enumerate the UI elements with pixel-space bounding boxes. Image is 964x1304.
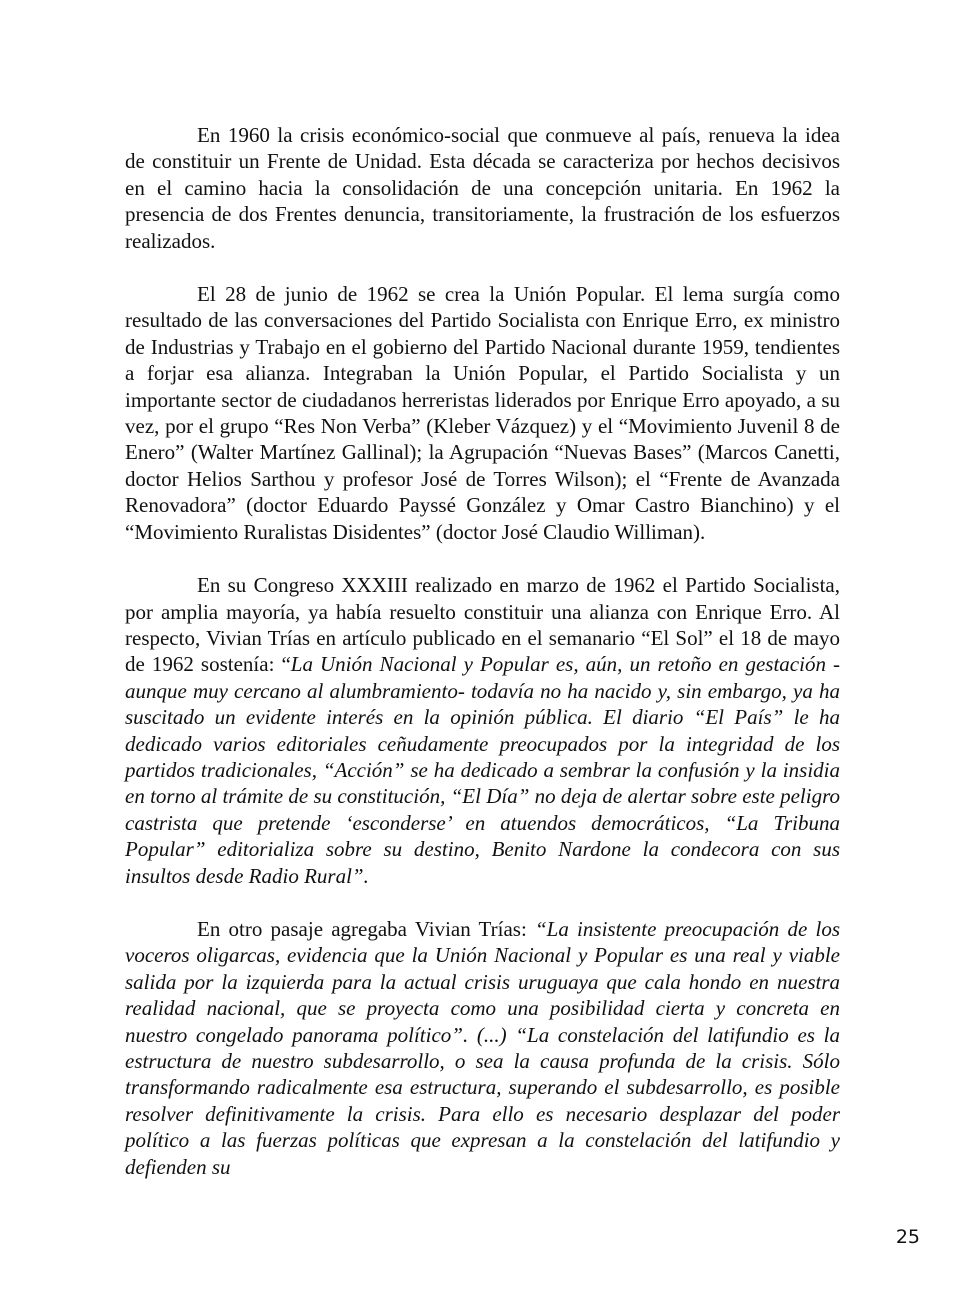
paragraph-2	[125, 281, 840, 545]
paragraph-4-quote: “La insistente preocupación de los voceros oligarcas, evidencia que la Unión Nacional y Popular es una real y viable salida por la izquierda para la actual crisis uruguaya que cala hondo en nuestra realidad nacional, que se proyecta como una posibilidad cierta y concreta en nuestro congelado panorama político”. (...) “La constelación del latifundio es la estructura de nuestro subdesarrollo, o sea la causa profunda de la crisis. Sólo transformando radicalmente esa estructura, superando el subdesarrollo, es posible resolver definitivamente la crisis. Para ello es necesario desplazar del poder político a las fuerzas políticas que expresan a la constelación del latifundio y defienden su	[125, 916, 841, 1179]
paragraph-1	[125, 122, 840, 254]
paragraph-3-quote: La Unión Nacional y Popular es, aún, un retoño en gestación -aunque muy cercano al alumbramiento- todavía no ha nacido y, sin embargo, ya ha suscitado un evidente interés en la opinión pública. El diario “El País” le ha dedicado varios editoriales ceñudamente preocupados por la integridad de los partidos tradicionales, “Acción” se ha dedicado a sembrar la confusión y la insidia en torno al trámite de su constitución, “El Día” no deja de alertar sobre este peligro castrista que pretende ‘esconderse’ en atuendos democráticos, “La Tribuna Popular” editorializa sobre su destino, Benito Nardone la condecora con sus insultos desde Radio Rural”.	[125, 652, 840, 888]
paragraph-4-lead: En otro pasaje agregaba Vivian Trías:	[197, 916, 535, 941]
page-body	[125, 122, 840, 1207]
paragraph-4	[125, 916, 840, 1180]
paragraph-3	[125, 572, 840, 889]
page-number: 25	[895, 1226, 920, 1248]
paragraph-2-text: El 28 de junio de 1962 se crea la Unión Popular. El lema surgía como resultado de las conversaciones del Partido Socialista con Enrique Erro, ex ministro de Industrias y Trabajo en el gobierno del Partido Nacional durante 1959, tendientes a forjar esa alianza. Integraban la Unión Popular, el Partido Socialista y un importante sector de ciudadanos herreristas liderados por Enrique Erro apoyado, a su vez, por el grupo “Res Non Verba” (Kleber Vázquez) y el “Movimiento Juvenil 8 de Enero” (Walter Martínez Gallinal); la Agrupación “Nuevas Bases” (Marcos Canetti, doctor Helios Sarthou y profesor José de Torres Wilson); el “Frente de Avanzada Renovadora” (doctor Eduardo Payssé González y Omar Castro Bianchino) y el “Movimiento Ruralistas Disidentes” (doctor José Claudio Williman).	[125, 282, 840, 544]
paragraph-3-lead: En su Congreso XXXIII realizado en marzo de 1962 el Partido Socialista, por amplia mayoría, ya había resuelto constituir una alianza con Enrique Erro. Al respecto, Vivian Trías en artículo publicado en el semanario “El Sol” el 18 de mayo de 1962 sostenía: “	[125, 573, 840, 677]
paragraph-1-text: En 1960 la crisis económico-social que conmueve al país, renueva la idea de constituir un Frente de Unidad. Esta década se caracteriza por hechos decisivos en el camino hacia la consolidación de una concepción unitaria. En 1962 la presencia de dos Frentes denuncia, transitoriamente, la frustración de los esfuerzos realizados.	[125, 123, 840, 253]
